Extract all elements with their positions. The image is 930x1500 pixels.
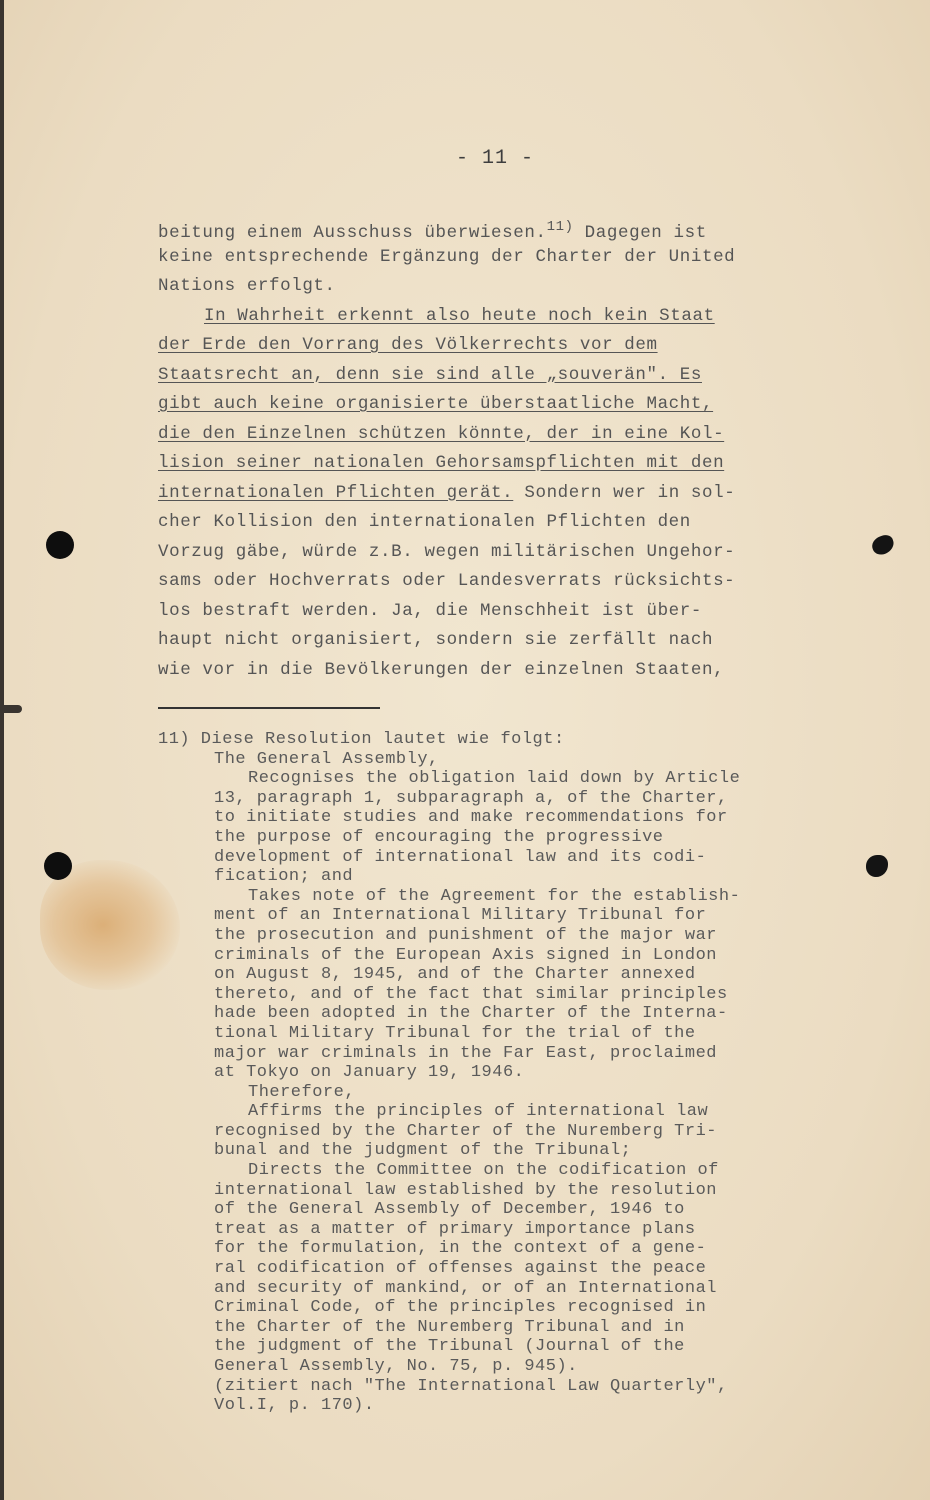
footnote-line: 11) Diese Resolution lautet wie folgt: [158,730,565,749]
text-line [158,331,798,361]
footnote-line: Criminal Code, of the principles recognised in [214,1298,707,1318]
footnote-line: for the formulation, in the context of a gene- [214,1239,707,1259]
footnote-line: the purpose of encouraging the progressive [214,827,664,847]
footnote-line: bunal and the judgment of the Tribunal; [214,1141,632,1161]
footnote-line: ment of an International Military Tribunal for [214,906,707,926]
footnote-reference: 11) [546,219,574,235]
footnote-line: ral codification of offenses against the peace [214,1259,707,1279]
footnote-line: international law established by the resolution [214,1180,717,1200]
edge-tab-mark [0,705,22,713]
text-line: cher Kollision den internationalen Pflichten den [158,512,691,532]
footnote-line: 13, paragraph 1, subparagraph a, of the Charter, [214,788,728,808]
footnote-line: the Charter of the Nuremberg Tribunal and in [214,1317,685,1337]
text-line [158,390,798,420]
text-line: haupt nicht organisiert, sondern sie zerfällt nach [158,630,714,650]
text-line: los bestraft werden. Ja, die Menschheit ist über- [158,600,702,621]
punch-hole-upper [46,531,74,559]
underlined-text: der Erde den Vorrang des Völkerrechts vor dem [158,335,658,355]
footnote-line: major war criminals in the Far East, proclaimed [214,1043,717,1063]
text-line: Vorzug gäbe, würde z.B. wegen militärischen Ungehor- [158,541,736,562]
footnote-line: Takes note of the Agreement for the establish- [248,886,741,906]
page-left-edge [0,0,4,1500]
footnote-line: thereto, and of the fact that similar principles [214,984,728,1004]
text-segment: beitung einem Ausschuss überwiesen. [158,223,547,243]
footnote-line: recognised by the Charter of the Nuremberg Tri- [214,1121,717,1141]
footnote-line: and security of mankind, or of an International [214,1278,717,1298]
footnote-line: Therefore, [248,1082,356,1102]
footnote-line: of the General Assembly of December, 1946 to [214,1200,685,1220]
footnote-line: Affirms the principles of international law [248,1102,709,1122]
text-line: wie vor in die Bevölkerungen der einzelnen Staaten, [158,659,725,680]
underlined-text: In Wahrheit erkennt also heute noch kein Staat [204,305,715,326]
text-line [158,213,798,243]
footnote-line: General Assembly, No. 75, p. 945). [214,1357,578,1376]
footnote-line: the judgment of the Tribunal (Journal of the [214,1337,685,1357]
footnote-line: hade been adopted in the Charter of the Interna- [214,1004,728,1024]
ink-blot-lower [866,855,888,877]
footnote-line: criminals of the European Axis signed in London [214,945,717,965]
footnote-line: on August 8, 1945, and of the Charter annexed [214,965,696,985]
footnote-separator [158,707,380,709]
footnote-line: tional Military Tribunal for the trial of the [214,1023,696,1043]
text-line [158,449,798,479]
text-line [158,420,798,450]
text-line: sams oder Hochverrats oder Landesverrats rücksichts- [158,571,736,591]
text-segment: Sondern wer in sol- [513,482,736,503]
footnote-line: Recognises the obligation laid down by Article [248,769,741,789]
text-segment: Dagegen ist [573,223,707,243]
underlined-text: die den Einzelnen schützen könnte, der in eine Kol- [158,423,725,444]
main-text-block [158,213,798,685]
footnote-line: the prosecution and punishment of the major war [214,925,717,945]
underlined-text: Staatsrecht an, denn sie sind alle „souverän". Es [158,364,702,385]
ink-blot-upper [870,533,897,557]
footnote-line: at Tokyo on January 19, 1946. [214,1063,525,1083]
punch-hole-lower [44,852,72,880]
text-line [158,302,798,332]
footnote-line: to initiate studies and make recommendations for [214,808,728,828]
text-line [158,479,798,509]
footnote-line: The General Assembly, [214,749,439,769]
footnote-line: Vol.I, p. 170). [214,1396,375,1416]
page-number: - 11 - [455,147,534,170]
underlined-text: internationalen Pflichten gerät. [158,482,514,503]
footnote-line: development of international law and its codi- [214,847,707,867]
footnote-block [158,730,818,1416]
footnote-line: (zitiert nach "The International Law Quarterly", [214,1376,728,1396]
text-line: keine entsprechende Ergänzung der Charter der United [158,246,736,267]
footnote-line: treat as a matter of primary importance plans [214,1219,696,1239]
underlined-text: lision seiner nationalen Gehorsamspflichten mit den [158,453,725,473]
footnote-line: Directs the Committee on the codification of [248,1161,719,1181]
text-line [158,361,798,391]
underlined-text: gibt auch keine organisierte überstaatliche Macht, [158,394,714,414]
footnote-line: fication; and [214,867,354,887]
text-line: Nations erfolgt. [158,276,336,296]
